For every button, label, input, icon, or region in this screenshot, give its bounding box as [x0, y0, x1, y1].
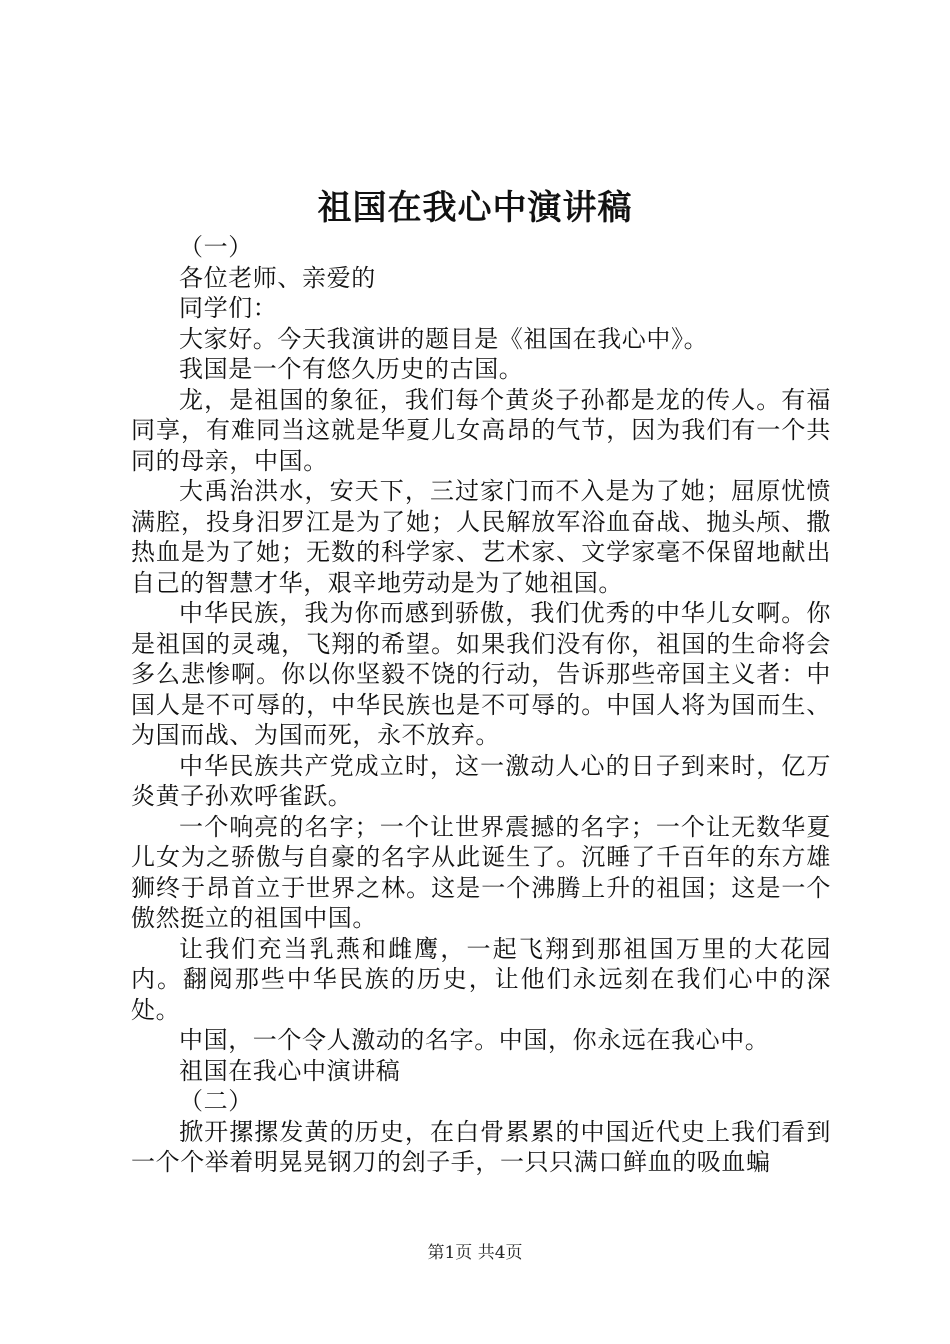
paragraph: 同学们：: [179, 294, 278, 322]
paragraph: 龙，是祖国的象征，我们每个黄炎子孙都是龙的传人。有福同享，有难同当这就是华夏儿女高昂的气节，因为我们有一个共同的母亲，中国。: [131, 385, 831, 475]
paragraph: 大禹治洪水，安天下，三过家门而不入是为了她；屈原忧愤满腔，投身汨罗江是为了她；人民解放军浴血奋战、抛头颅、撒热血是为了她；无数的科学家、艺术家、文学家毫不保留地献出自己的智慧才华，艰辛地劳动是为了她祖国。: [131, 477, 831, 597]
paragraph: 掀开摞摞发黄的历史，在白骨累累的中国近代史上我们看到一个个举着明晃晃钢刀的刽子手，一只只满口鲜血的吸血蝙: [131, 1117, 831, 1176]
paragraph: 我国是一个有悠久历史的古国。: [179, 355, 524, 383]
paragraph: 祖国在我心中演讲稿: [179, 1056, 401, 1085]
paragraph: 让我们充当乳燕和雌鹰，一起飞翔到那祖国万里的大花园内。翻阅那些中华民族的历史，让他们永远刻在我们心中的深处。: [131, 934, 831, 1024]
paragraph: 一个响亮的名字；一个让世界震撼的名字；一个让无数华夏儿女为之骄傲与自豪的名字从此诞生了。沉睡了千百年的东方雄狮终于昂首立于世界之林。这是一个沸腾上升的祖国；这是一个傲然挺立的祖国中国。: [131, 812, 831, 932]
paragraph: （二）: [179, 1087, 253, 1115]
paragraph: 中国，一个令人激动的名字。中国，你永远在我心中。: [179, 1026, 770, 1054]
page-number: 第1页 共4页: [427, 1243, 523, 1263]
page-footer: [0, 1242, 950, 1264]
paragraph: （一）: [179, 233, 253, 261]
paragraph: 大家好。今天我演讲的题目是《祖国在我心中》。: [179, 324, 709, 353]
document-title: 祖国在我心中演讲稿: [317, 188, 633, 228]
paragraph: 中华民族共产党成立时，这一激动人心的日子到来时，亿万炎黄子孙欢呼雀跃。: [131, 751, 831, 810]
document-body: [131, 232, 831, 1178]
paragraph: 中华民族，我为你而感到骄傲，我们优秀的中华儿女啊。你是祖国的灵魂，飞翔的希望。如果我们没有你，祖国的生命将会多么悲惨啊。你以你坚毅不饶的行动，告诉那些帝国主义者：中国人是不可辱的，中华民族也是不可辱的。中国人将为国而生、为国而战、为国而死，永不放弃。: [131, 599, 831, 749]
paragraph: 各位老师、亲爱的: [179, 263, 376, 292]
